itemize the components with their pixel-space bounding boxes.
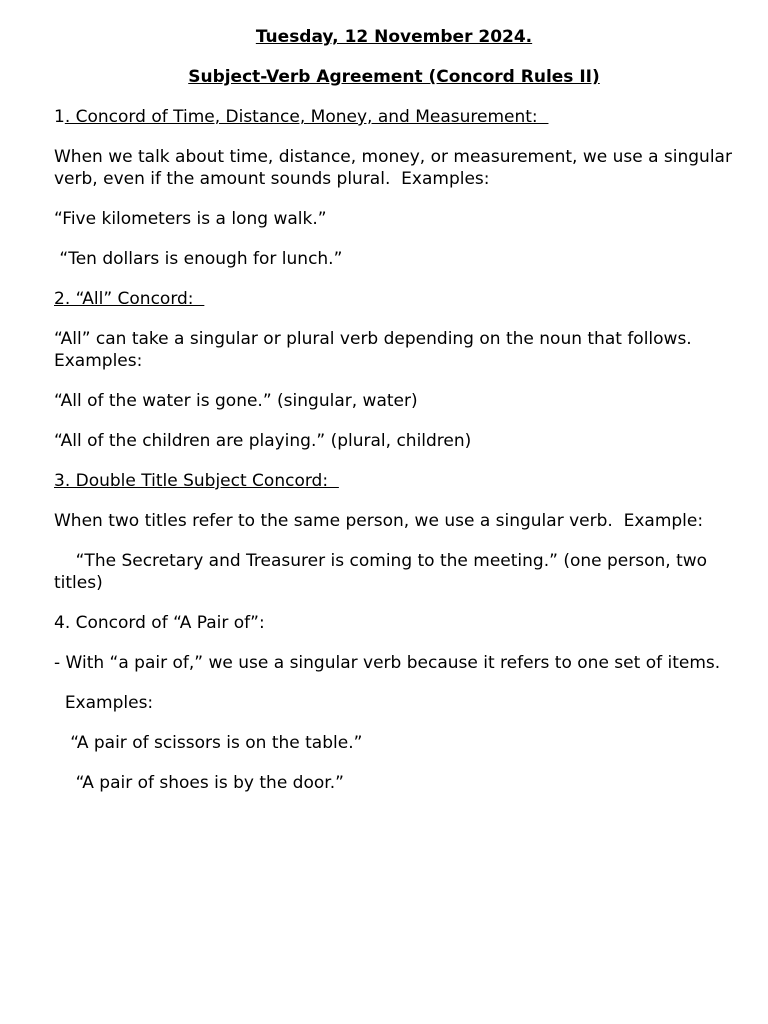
document-title: Subject-Verb Agreement (Concord Rules II)	[188, 67, 600, 87]
section-4-examples-label: Examples:	[54, 693, 154, 713]
section-1-heading	[54, 106, 734, 128]
section-1-heading-text: . Concord of Time, Distance, Money, and Measurement:	[64, 107, 549, 127]
section-4-heading: 4. Concord of “A Pair of”:	[54, 613, 265, 633]
section-4-body: - With “a pair of,” we use a singular verb because it refers to one set of items.	[54, 653, 721, 673]
section-2-body: “All” can take a singular or plural verb depending on the noun that follows. Examples:	[54, 329, 698, 371]
section-1-example-2: “Ten dollars is enough for lunch.”	[54, 249, 343, 269]
section-1-example-1: “Five kilometers is a long walk.”	[54, 209, 327, 229]
document-date: Tuesday, 12 November 2024.	[255, 27, 533, 47]
section-1-body: When we talk about time, distance, money, or measurement, we use a singular verb, even if the amount sounds plural. Examples:	[54, 147, 738, 189]
section-3-heading: 3. Double Title Subject Concord:	[54, 471, 339, 491]
section-4-example-1: “A pair of scissors is on the table.”	[54, 733, 363, 753]
section-2-example-1: “All of the water is gone.” (singular, water)	[54, 391, 418, 411]
section-2-heading: 2. “All” Concord:	[54, 289, 205, 309]
section-2-example-2: “All of the children are playing.” (plural, children)	[54, 431, 472, 451]
section-3-body: When two titles refer to the same person, we use a singular verb. Example:	[54, 511, 704, 531]
section-1-number: 1	[54, 107, 65, 127]
section-4-example-2: “A pair of shoes is by the door.”	[54, 773, 344, 793]
section-3-example-1: “The Secretary and Treasurer is coming to the meeting.” (one person, two titles)	[54, 551, 713, 593]
